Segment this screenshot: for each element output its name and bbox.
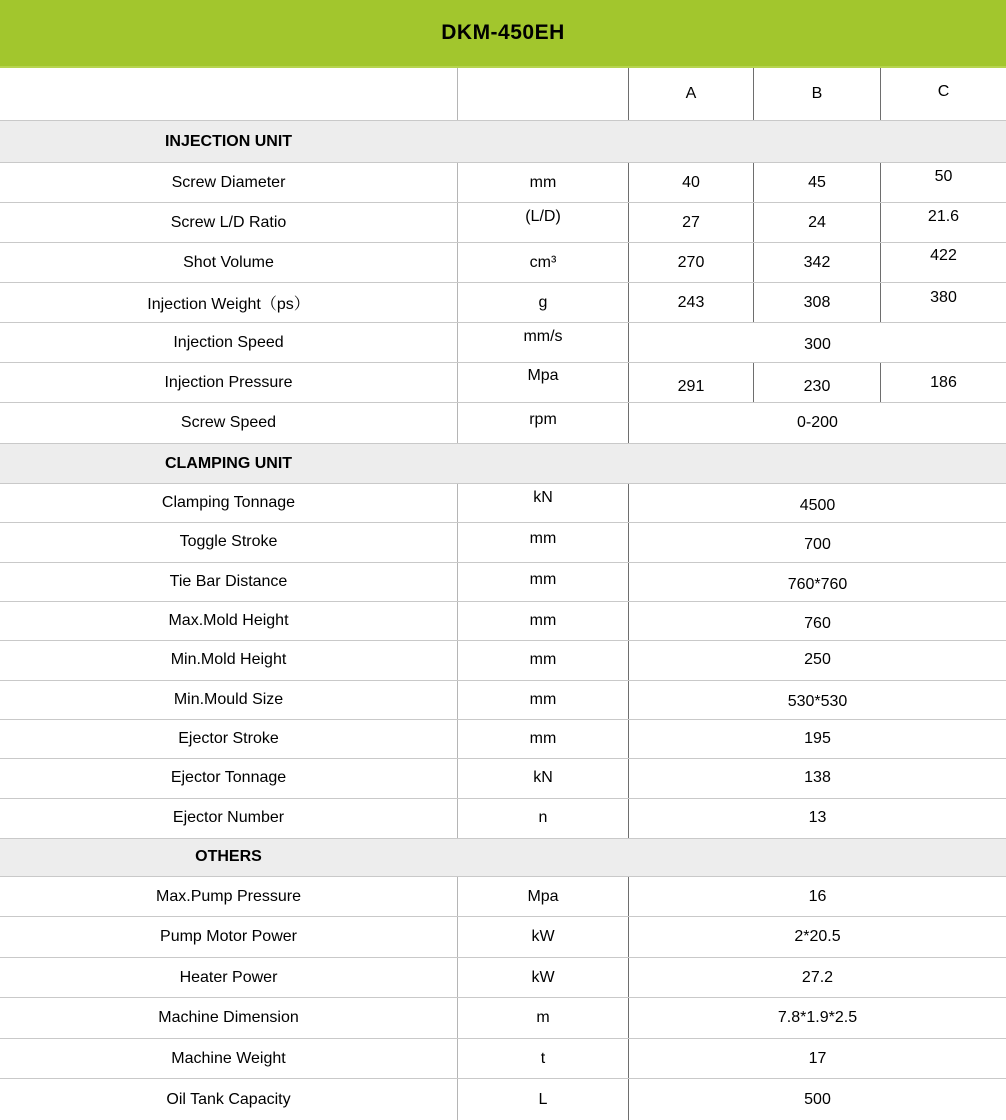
spec-value-merged: 7.8*1.9*2.5 <box>628 998 1006 1038</box>
spec-row-unit: cm³ <box>457 243 628 282</box>
spec-row-label: Toggle Stroke <box>179 533 278 551</box>
spec-row-unit: Mpa <box>457 877 628 917</box>
column-header-c: C <box>880 68 1006 120</box>
section-header-label: INJECTION UNIT <box>164 132 293 150</box>
spec-value-a: 291 <box>628 363 753 402</box>
section-header-label: OTHERS <box>195 848 262 866</box>
spec-row-label: Tie Bar Distance <box>169 572 288 590</box>
spec-row-label: Max.Pump Pressure <box>156 887 301 905</box>
spec-row-label: Machine Dimension <box>158 1009 299 1027</box>
spec-row-unit: (L/D) <box>457 203 628 242</box>
spec-value-c: 422 <box>880 243 1006 282</box>
spec-row-label: Machine Weight <box>171 1049 286 1067</box>
spec-value-c: 50 <box>880 163 1006 202</box>
column-header-row <box>0 68 1006 120</box>
spec-value-merged: 700 <box>628 523 1006 561</box>
spec-row-unit: mm <box>457 720 628 758</box>
spec-value-merged: 16 <box>628 877 1006 917</box>
spec-row-label: Max.Mold Height <box>168 612 289 630</box>
spec-row-unit: g <box>457 283 628 322</box>
spec-row-label: Injection Weight（ps） <box>147 296 310 313</box>
spec-value-merged: 250 <box>628 641 1006 679</box>
spec-value-merged: 0-200 <box>628 403 1006 443</box>
spec-row-unit: kW <box>457 917 628 957</box>
spec-row-unit: mm <box>457 602 628 640</box>
spec-row <box>0 1039 1006 1080</box>
section-header <box>0 838 1006 877</box>
machine-model-title: DKM-450EH <box>441 21 565 44</box>
spec-row <box>0 720 1006 759</box>
spec-table <box>0 120 1006 1120</box>
spec-value-b: 342 <box>753 243 880 282</box>
spec-row <box>0 363 1006 403</box>
spec-row <box>0 203 1006 243</box>
spec-row-label: Injection Pressure <box>164 373 293 391</box>
section-header <box>0 120 1006 163</box>
spec-row-label: Oil Tank Capacity <box>166 1090 291 1108</box>
column-header-a: A <box>628 68 753 120</box>
spec-value-merged: 195 <box>628 720 1006 758</box>
spec-row-unit: Mpa <box>457 363 628 402</box>
spec-row-label: Screw Speed <box>180 414 277 431</box>
spec-value-a: 243 <box>628 283 753 322</box>
spec-value-merged: 27.2 <box>628 958 1006 998</box>
spec-row-unit: mm <box>457 563 628 601</box>
section-rows <box>0 163 1006 443</box>
spec-row <box>0 403 1006 443</box>
spec-row <box>0 323 1006 363</box>
spec-value-b: 230 <box>753 363 880 402</box>
spec-value-a: 270 <box>628 243 753 282</box>
spec-row-label: Injection Speed <box>173 333 284 351</box>
spec-value-merged: 138 <box>628 759 1006 797</box>
spec-value-c: 21.6 <box>880 203 1006 242</box>
spec-row-unit: rpm <box>457 403 628 443</box>
spec-row <box>0 1079 1006 1120</box>
spec-value-merged: 760*760 <box>628 563 1006 601</box>
spec-row <box>0 877 1006 918</box>
spec-row <box>0 759 1006 798</box>
spec-row <box>0 163 1006 203</box>
spec-row <box>0 283 1006 323</box>
spec-row-label: Clamping Tonnage <box>161 494 296 512</box>
spec-value-a: 27 <box>628 203 753 242</box>
spec-row-unit: mm <box>457 523 628 561</box>
spec-row <box>0 998 1006 1039</box>
spec-row-unit: kW <box>457 958 628 998</box>
spec-value-c: 380 <box>880 283 1006 322</box>
spec-row-unit: n <box>457 799 628 838</box>
spec-value-b: 24 <box>753 203 880 242</box>
spec-value-merged: 4500 <box>628 484 1006 522</box>
spec-row-label: Ejector Stroke <box>178 730 279 748</box>
spec-row-label: Min.Mould Size <box>173 690 284 708</box>
spec-row <box>0 523 1006 562</box>
spec-row <box>0 243 1006 283</box>
spec-row <box>0 799 1006 838</box>
spec-row-unit: L <box>457 1079 628 1120</box>
spec-row-label: Heater Power <box>179 968 278 986</box>
spec-value-b: 308 <box>753 283 880 322</box>
spec-value-merged: 13 <box>628 799 1006 838</box>
spec-row-label: Screw Diameter <box>171 173 286 191</box>
spec-row-unit: kN <box>457 759 628 797</box>
spec-value-merged: 530*530 <box>628 681 1006 719</box>
spec-row-label: Ejector Tonnage <box>170 769 287 787</box>
spec-value-merged: 500 <box>628 1079 1006 1120</box>
spec-row-unit: mm <box>457 163 628 202</box>
spec-row <box>0 563 1006 602</box>
spec-row-label: Pump Motor Power <box>160 928 297 946</box>
spec-row-unit: m <box>457 998 628 1038</box>
section-header <box>0 443 1006 484</box>
spec-row-label: Screw L/D Ratio <box>170 213 287 231</box>
spec-value-b: 45 <box>753 163 880 202</box>
spec-value-a: 40 <box>628 163 753 202</box>
section-header-label: CLAMPING UNIT <box>164 454 293 472</box>
spec-row <box>0 681 1006 720</box>
spec-row-label: Shot Volume <box>183 253 274 271</box>
spec-value-merged: 760 <box>628 602 1006 640</box>
spec-row <box>0 917 1006 958</box>
header-unit-cell <box>457 68 628 120</box>
spec-row-unit: kN <box>457 484 628 522</box>
spec-row-unit: t <box>457 1039 628 1079</box>
spec-row-label: Ejector Number <box>172 809 285 827</box>
title-banner <box>0 0 1006 68</box>
section-rows <box>0 484 1006 838</box>
section-rows <box>0 877 1006 1120</box>
spec-value-merged: 17 <box>628 1039 1006 1079</box>
column-header-b: B <box>753 68 880 120</box>
spec-row <box>0 958 1006 999</box>
spec-row-unit: mm <box>457 641 628 679</box>
header-label-cell <box>0 68 457 120</box>
spec-row <box>0 602 1006 641</box>
spec-value-c: 186 <box>880 363 1006 402</box>
spec-row <box>0 484 1006 523</box>
spec-row-unit: mm <box>457 681 628 719</box>
spec-value-merged: 300 <box>628 323 1006 362</box>
spec-row-unit: mm/s <box>457 323 628 362</box>
spec-row-label: Min.Mold Height <box>170 651 287 669</box>
spec-row <box>0 641 1006 680</box>
spec-value-merged: 2*20.5 <box>628 917 1006 957</box>
